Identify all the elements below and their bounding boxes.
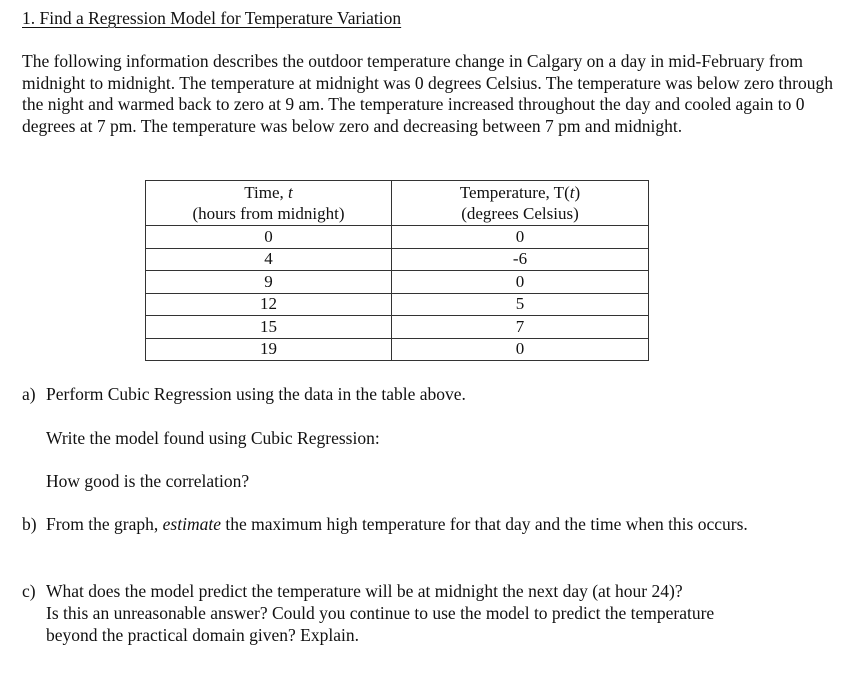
cell-temperature: -6: [392, 248, 649, 271]
question-b-text-after: the maximum high temperature for that day and the time when this occurs.: [220, 514, 748, 534]
question-a-text: Perform Cubic Regression using the data in the table above.: [46, 384, 466, 404]
header-time: [146, 181, 392, 226]
cell-time: 4: [146, 248, 392, 271]
header-temp-unit: (degrees Celsius): [461, 204, 579, 223]
cell-time: 12: [146, 293, 392, 316]
table-row: [146, 338, 649, 361]
question-b-label: b): [22, 514, 37, 534]
question-c-line2: Is this an unreasonable answer? Could you continue to use the model to predict the temperature: [46, 603, 715, 623]
question-b-text-before: From the graph,: [46, 514, 163, 534]
question-a-subprompt-model: Write the model found using Cubic Regression:: [46, 428, 380, 448]
cell-time: 0: [146, 226, 392, 249]
cell-time: 15: [146, 316, 392, 339]
question-a: [22, 384, 466, 405]
table-row: [146, 226, 649, 249]
problem-title: 1. Find a Regression Model for Temperature Variation: [22, 8, 402, 28]
header-temp-label: Temperature, T(: [459, 183, 570, 202]
intro-paragraph: The following information describes the outdoor temperature change in Calgary on a day in mid-February from midnight to midnight. The temperature at midnight was 0 degrees Celsius. The temperature was below zero through the night and warmed back to zero at 9 am. The temperature increased throughout the day and cooled again to 0 degrees at 7 pm. The temperature was below zero and decreasing between 7 pm and midnight.: [22, 51, 833, 137]
question-b: [22, 514, 748, 535]
temperature-data-table: [145, 180, 649, 361]
question-c-line3: beyond the practical domain given? Explain.: [46, 625, 359, 645]
cell-temperature: 0: [392, 226, 649, 249]
header-temp-suffix: ): [574, 183, 581, 202]
table-header-row: [146, 181, 649, 226]
table-row: [146, 316, 649, 339]
header-time-label: Time,: [244, 183, 289, 202]
header-time-unit: (hours from midnight): [192, 204, 345, 223]
cell-temperature: 7: [392, 316, 649, 339]
question-b-emphasis: estimate: [162, 514, 221, 534]
question-c-line1: What does the model predict the temperature will be at midnight the next day (at hour 24)?: [46, 581, 683, 601]
table-row: [146, 271, 649, 294]
question-c-label: c): [22, 581, 36, 601]
question-a-subprompt-correlation: How good is the correlation?: [46, 471, 250, 491]
header-time-variable: t: [288, 183, 293, 202]
header-temperature: [392, 181, 649, 226]
cell-time: 19: [146, 338, 392, 361]
table-row: [146, 248, 649, 271]
header-temp-variable: t: [569, 183, 575, 202]
cell-temperature: 0: [392, 271, 649, 294]
cell-time: 9: [146, 271, 392, 294]
cell-temperature: 0: [392, 338, 649, 361]
cell-temperature: 5: [392, 293, 649, 316]
question-c: [22, 580, 714, 646]
table-row: [146, 293, 649, 316]
question-a-label: a): [22, 384, 36, 404]
